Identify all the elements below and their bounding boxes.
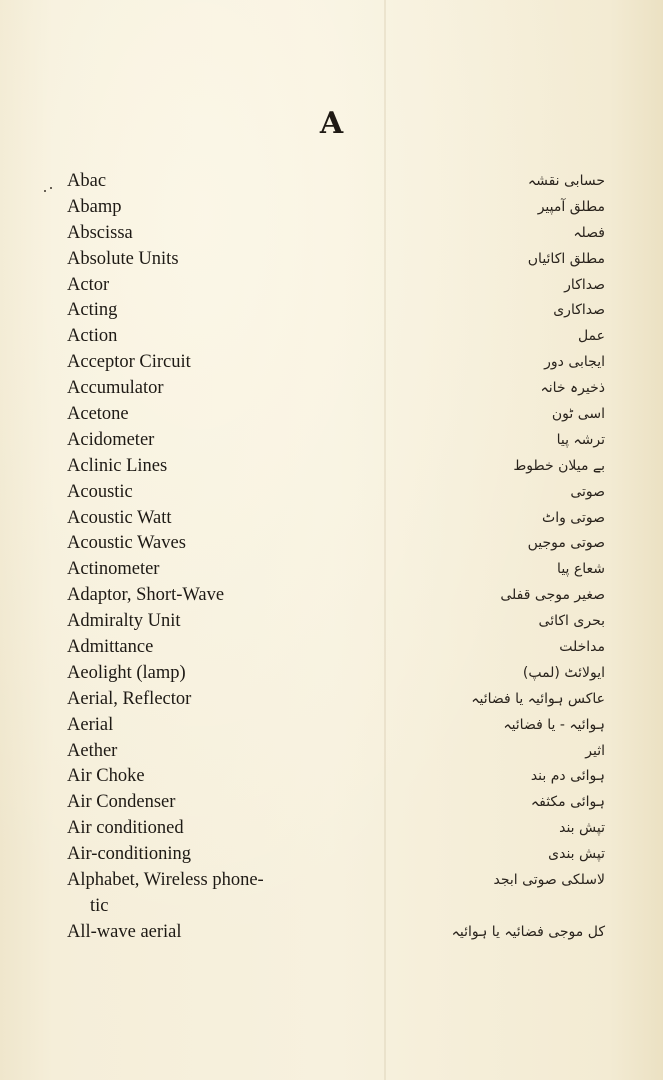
urdu-term: صغیر موجی قفلی bbox=[500, 587, 605, 604]
section-letter-heading: A bbox=[319, 106, 344, 141]
english-term: Action bbox=[67, 326, 118, 347]
urdu-term: صوتی bbox=[570, 483, 605, 500]
glossary-entry bbox=[0, 168, 663, 194]
urdu-term: شعاع پیا bbox=[557, 561, 605, 578]
urdu-term: صوتی واٹ bbox=[542, 509, 605, 526]
english-term: Abamp bbox=[67, 196, 122, 217]
glossary-entry bbox=[0, 479, 663, 505]
english-term: Acoustic bbox=[67, 481, 133, 502]
glossary-entry-continuation bbox=[0, 893, 663, 919]
urdu-term: اسی ٹون bbox=[551, 406, 605, 423]
glossary-entry bbox=[0, 815, 663, 841]
urdu-term: عاکس ہوائیہ یا فضائیہ bbox=[471, 690, 605, 707]
glossary-entry bbox=[0, 427, 663, 453]
english-term: Air conditioned bbox=[67, 818, 184, 839]
english-term: All-wave aerial bbox=[67, 921, 182, 942]
urdu-term: کل موجی فضائیہ یا ہوائیہ bbox=[451, 923, 605, 940]
urdu-term: لاسلکی صوتی ابجد bbox=[493, 872, 605, 889]
glossary-entry bbox=[0, 323, 663, 349]
urdu-term: صوتی موجیں bbox=[527, 535, 605, 552]
english-term: Adaptor, Short-Wave bbox=[67, 585, 225, 606]
glossary-entry bbox=[0, 220, 663, 246]
english-term: Acoustic Waves bbox=[67, 533, 186, 554]
urdu-term: فصلہ bbox=[573, 224, 605, 241]
urdu-term: حسابی نقشہ bbox=[527, 173, 605, 189]
english-term: Admiralty Unit bbox=[67, 611, 181, 632]
english-term: Air-conditioning bbox=[67, 844, 191, 865]
urdu-term: صداکاری bbox=[553, 302, 605, 319]
glossary-entry bbox=[0, 582, 663, 608]
urdu-term: عمل bbox=[577, 328, 605, 345]
glossary-entry bbox=[0, 194, 663, 220]
urdu-term: بے میلان خطوط bbox=[513, 457, 605, 474]
glossary-entry bbox=[0, 712, 663, 738]
urdu-term: مطلق اکائیاں bbox=[527, 250, 605, 267]
glossary-entry bbox=[0, 608, 663, 634]
glossary-entry bbox=[0, 505, 663, 531]
urdu-term: ہوائیہ - یا فضائیہ bbox=[503, 716, 605, 733]
glossary-entry bbox=[0, 453, 663, 479]
english-term: Air Choke bbox=[67, 766, 145, 787]
urdu-term: ذخیرہ خانہ bbox=[540, 380, 605, 397]
urdu-term: ترشہ پیا bbox=[556, 431, 605, 448]
english-term: Acidometer bbox=[67, 429, 155, 450]
english-term: Actor bbox=[67, 274, 110, 295]
glossary-entry bbox=[0, 556, 663, 582]
english-term: Aerial bbox=[67, 714, 114, 735]
glossary-entry bbox=[0, 634, 663, 660]
english-term: Absolute Units bbox=[67, 248, 179, 269]
urdu-term: ہوائی دم بند bbox=[530, 768, 605, 785]
english-term: Acetone bbox=[67, 404, 129, 425]
glossary-entry bbox=[0, 867, 663, 893]
english-term: Air Condenser bbox=[67, 792, 176, 813]
english-term: Aerial, Reflector bbox=[67, 688, 192, 709]
english-term: Alphabet, Wireless phone- bbox=[67, 870, 264, 891]
english-term: Aclinic Lines bbox=[67, 455, 168, 476]
glossary-entry bbox=[0, 246, 663, 272]
urdu-term: تپش بند bbox=[559, 820, 605, 837]
glossary-entry bbox=[0, 789, 663, 815]
urdu-term: اثیر bbox=[585, 742, 605, 759]
english-term: Aeolight (lamp) bbox=[67, 662, 186, 683]
glossary-entry bbox=[0, 349, 663, 375]
urdu-term: تپش بندی bbox=[548, 846, 605, 863]
english-term: Acting bbox=[67, 300, 118, 321]
english-term: Admittance bbox=[67, 637, 154, 658]
glossary-entry bbox=[0, 841, 663, 867]
glossary-list bbox=[0, 168, 663, 945]
glossary-entry bbox=[0, 660, 663, 686]
urdu-term: ایولائٹ (لمپ) bbox=[522, 664, 605, 681]
urdu-term: مطلق آمپیر bbox=[537, 198, 605, 215]
english-term: Acceptor Circuit bbox=[67, 352, 191, 373]
glossary-entry bbox=[0, 763, 663, 789]
glossary-entry bbox=[0, 530, 663, 556]
glossary-entry bbox=[0, 375, 663, 401]
urdu-term: مداخلت bbox=[559, 639, 605, 656]
glossary-entry bbox=[0, 919, 663, 945]
english-term: Actinometer bbox=[67, 559, 160, 580]
english-term: Acoustic Watt bbox=[67, 507, 172, 528]
urdu-term: ہوائی مکثفہ bbox=[530, 794, 605, 811]
glossary-entry bbox=[0, 297, 663, 323]
english-term: Abscissa bbox=[67, 222, 133, 243]
english-term-continuation: tic bbox=[90, 895, 109, 916]
english-term: Aether bbox=[67, 740, 118, 761]
english-term: Abac bbox=[67, 171, 107, 191]
urdu-term: ایجابی دور bbox=[544, 354, 605, 371]
urdu-term: صداکار bbox=[564, 276, 605, 293]
glossary-entry bbox=[0, 738, 663, 764]
english-term: Accumulator bbox=[67, 378, 164, 399]
glossary-entry bbox=[0, 686, 663, 712]
urdu-term: بحری اکائی bbox=[538, 613, 605, 630]
glossary-entry bbox=[0, 401, 663, 427]
glossary-entry bbox=[0, 272, 663, 298]
